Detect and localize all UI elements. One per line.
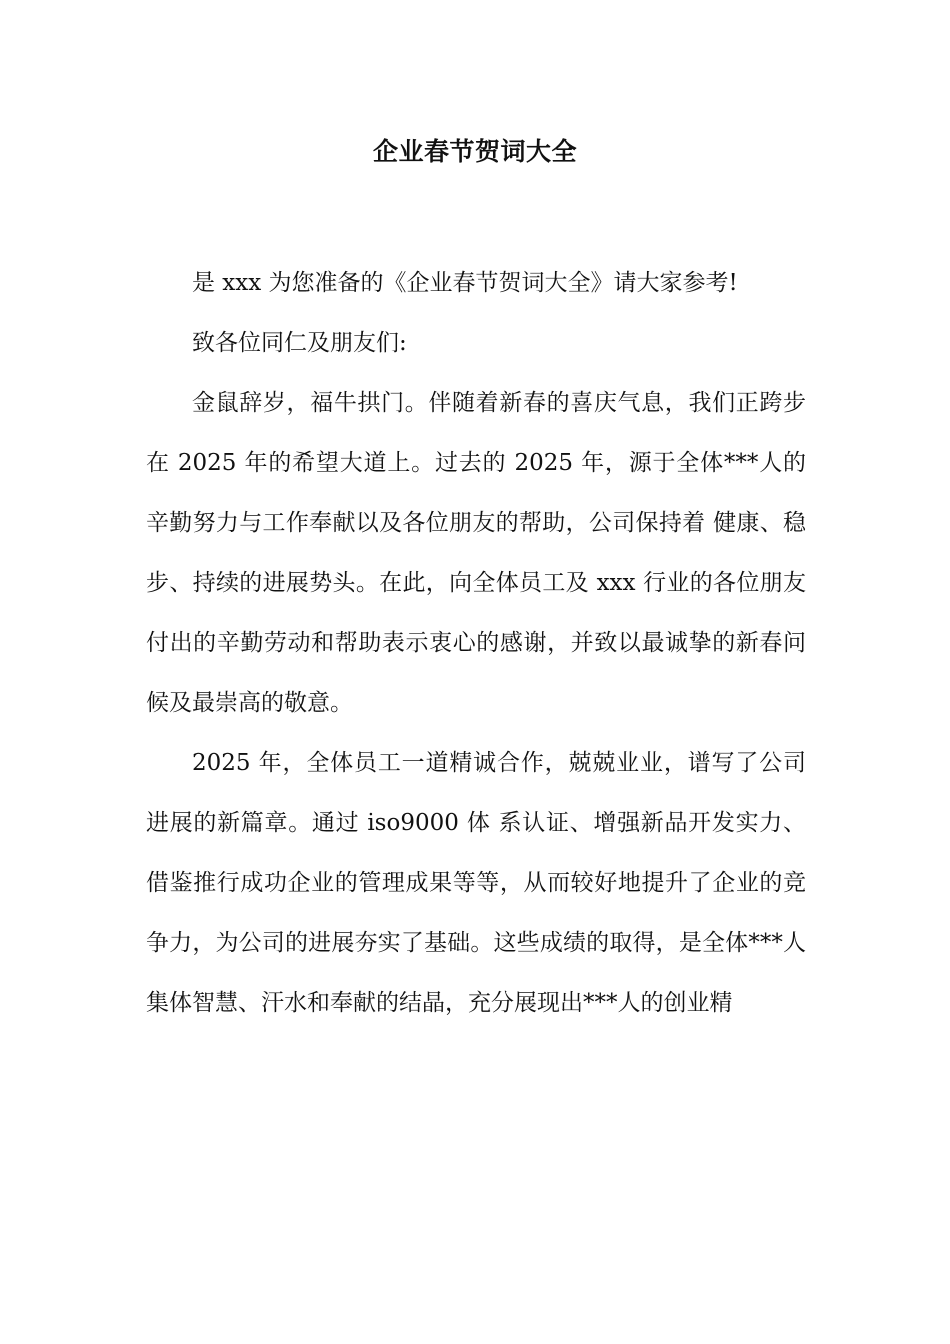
- document-body: [146, 253, 806, 1033]
- paragraph-salutation: 致各位同仁及朋友们:: [192, 330, 407, 356]
- paragraph-greeting: 金鼠辞岁，福牛拱门。伴随着新春的喜庆气息，我们正跨步在 2025 年的希望大道上。过去的 2025 年，源于全体***人的辛勤努力与工作奉献以及各位朋友的帮助，公司保持着 健康、稳步、持续的进展势头。在此，向全体员工及 xxx 行业的各位朋友付出的辛勤劳动和帮助表示衷心的感谢，并致以最诚挚的新春问候及最崇高的敬意。: [146, 390, 806, 716]
- document-title: 企业春节贺词大全: [372, 137, 577, 166]
- paragraph-intro: 是 xxx 为您准备的《企业春节贺词大全》请大家参考!: [192, 270, 738, 296]
- paragraph-achievements: 2025 年，全体员工一道精诚合作，兢兢业业，谱写了公司进展的新篇章。通过 iso9000 体 系认证、增强新品开发实力、借鉴推行成功企业的管理成果等等，从而较好地提升了企业的竞争力，为公司的进展夯实了基础。这些成绩的取得，是全体***人集体智慧、汗水和奉献的结晶，充分展现出***人的创业精: [146, 750, 806, 1016]
